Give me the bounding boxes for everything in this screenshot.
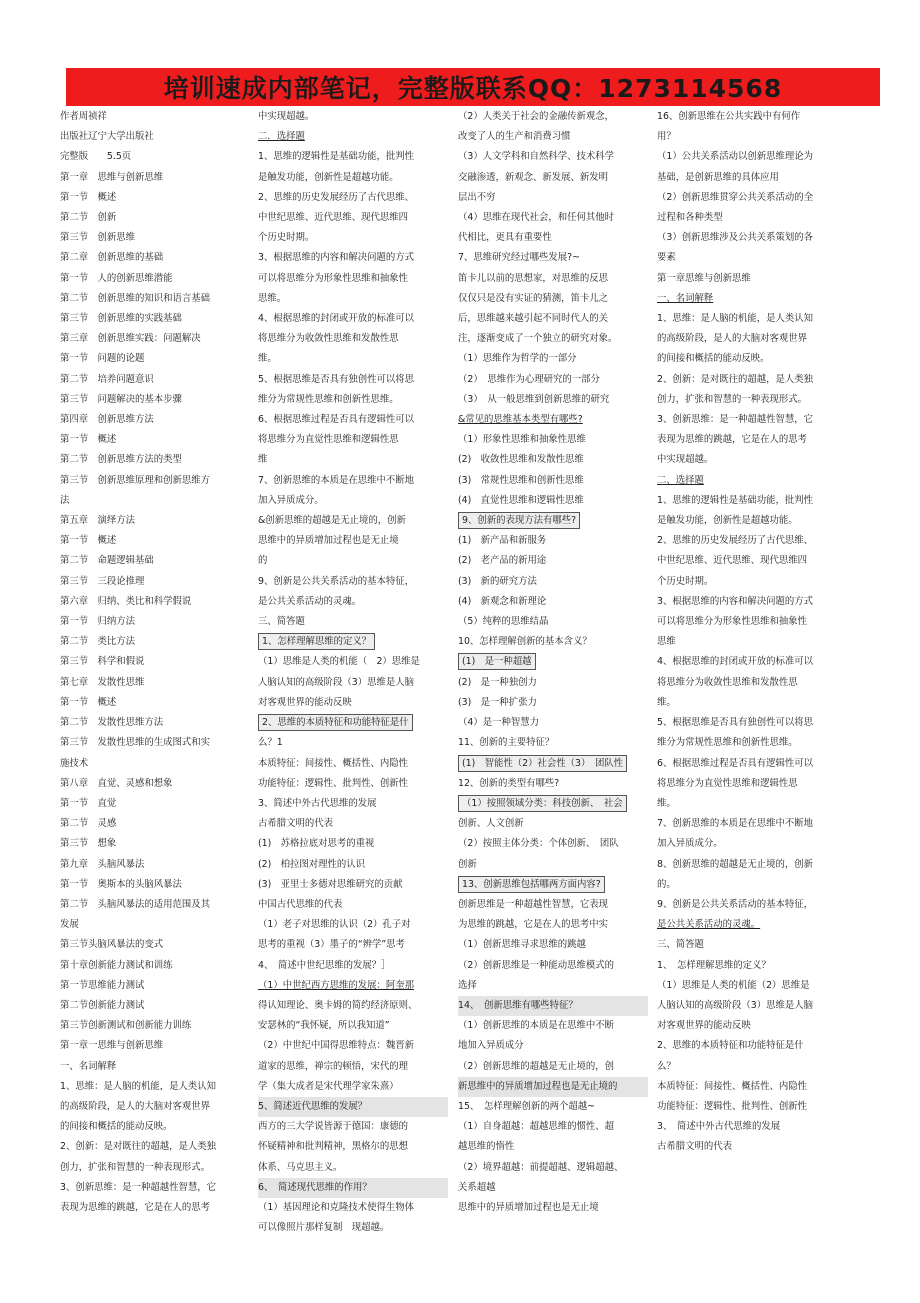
text-line: 用？ [657,131,676,143]
text-line: 仅仅只是没有实证的猜测，笛卡儿之 [458,292,609,304]
text-line: 13、创新思维包括哪两方面内容? [458,875,648,895]
text-line: 1、思维的逻辑性是基础功能，批判性 [657,494,813,506]
text-line: (2) 收敛性思维和发散性思维 [458,454,584,466]
text-line: 第一节 概述 [60,696,117,708]
text-line: 中国古代思维的代表 [258,898,343,910]
text-line: 10、怎样理解创新的基本含义？ [458,636,592,648]
text-line: 1、思维：是人脑的机能，是人类认知 [657,313,813,325]
text-line: 交融渗透，新观念、新发展、新发明 [458,171,609,183]
text-line: 第八章 直觉、灵感和想象 [60,777,173,789]
text-line: 2、思维的历史发展经历了古代思维、 [657,535,813,547]
text-line: 加入异质成分。 [258,494,324,506]
text-line: 第二节 创新思维方法的类型 [60,454,182,466]
text-line: 个历史时期。 [258,232,315,244]
text-line: 的。 [657,878,676,890]
text-line: 第一节 奥斯本的头脑风暴法 [60,878,182,890]
text-line: 关系超越 [458,1181,496,1193]
text-line: （4）是一种智慧力 [458,717,539,729]
text-line: 第三节 科学和假说 [60,656,145,668]
text-line: 第三节创新测试和创新能力训练 [60,1020,192,1032]
text-line: 创新、人文创新 [458,818,524,830]
text-line: 第一节思维能力测试 [60,979,145,991]
text-line: 第一节 人的创新思维潜能 [60,272,173,284]
text-line: 发展 [60,919,79,931]
text-line: (3) 亚里士多德对思维研究的贡献 [258,878,403,890]
text-line: 将思维分为收敛性思维和发散性思 [657,676,798,688]
text-line: 第二节 发散性思维方法 [60,717,164,729]
text-line: 第三节 创新思维原理和创新思维方 [60,474,211,486]
text-line: 第三节 问题解决的基本步骤 [60,393,182,405]
text-line: 11、创新的主要特征？ [458,737,555,749]
text-line: 第三章 创新思维实践：问题解决 [60,333,201,345]
text-line: 6、根据思维过程是否具有逻辑性可以 [657,757,813,769]
text-line: 注，逐渐变成了一个独立的研究对象。 [458,333,618,345]
text-line: 第一节 概述 [60,434,117,446]
text-line: 维 [258,454,268,466]
text-line: 第一章 思维与创新思维 [60,171,164,183]
text-line: 一、名词解释 [657,292,714,304]
text-line: 2、思维的本质特征和功能特征是什 [657,1040,804,1052]
text-line: 代相比，更具有重要性 [458,232,552,244]
text-line: （2）人类关于社会的金融传新观念， [458,111,614,122]
text-line: 第三节头脑风暴法的变式 [60,939,164,951]
text-line: 三、简答题 [258,616,305,628]
text-line: 第二节 灵感 [60,818,117,830]
text-line: 创新思维是一种超越性智慧，它表现 [458,898,609,910]
text-line: 西方的三大学说皆源于德国：康德的 [258,1121,409,1133]
text-line: 中实现超越。 [258,111,315,122]
text-line: 的间接和概括的能动反映。 [60,1121,173,1133]
text-line: 6、 简述现代思维的作用？ [258,1178,448,1198]
text-line: 第二节 头脑风暴法的适用范围及其 [60,898,211,910]
text-line: 越思维的惰性 [458,1141,515,1153]
text-line: 第三节 发散性思维的生成图式和实 [60,737,211,749]
text-line: 第二章 创新思维的基础 [60,252,164,264]
text-line: 的高级阶段，是人的大脑对客观世界 [657,333,808,345]
text-line: 第五章 演绎方法 [60,515,136,527]
promo-banner [66,68,880,106]
text-line: 人脑认知的高级阶段（3）思维是人脑 [258,676,414,688]
text-line: 一、名词解释 [60,1060,117,1072]
text-line: 古希腊文明的代表 [258,818,334,830]
text-line: 第一节 直觉 [60,797,117,809]
text-line: 3、创新思维：是一种超越性智慧，它 [657,414,813,426]
text-line: 可以像照片那样复制 现超越。 [258,1222,390,1234]
text-line: 2、思维的历史发展经历了古代思维、 [258,191,414,203]
text-line: （1）形象性思维和抽象性思维 [458,434,586,446]
text-line: 2、创新：是对既往的超越，是人类独 [60,1141,216,1153]
text-line: 第四章 创新思维方法 [60,414,154,426]
text-line: （2）按照主体分类：个体创新、 团队 [458,838,619,850]
text-line: (1) 新产品和新服务 [458,535,547,547]
banner-text: 培训速成内部笔记，完整版联系QQ：1273114568 [163,74,783,103]
column-4 [657,107,857,1158]
text-line: 4、根据思维的封闭或开放的标准可以 [657,656,813,668]
text-line: 1、思维：是人脑的机能，是人类认知 [60,1080,216,1092]
text-line: 4、根据思维的封闭或开放的标准可以 [258,313,414,325]
text-line: 思维中的异质增加过程也是无止境 [458,1201,599,1213]
text-line: 体系、马克思主义。 [258,1161,343,1173]
text-line: 中世纪思维、近代思维、现代思维四 [258,212,409,224]
text-line: 维分为常规性思维和创新性思维。 [657,737,798,749]
text-line: （4）思维在现代社会，和任何其他时 [458,212,614,224]
text-line: （1）中世纪西方思维的发展：阿奎那 [258,979,414,991]
text-line: 创新 [458,858,477,870]
text-line: 7、创新思维的本质是在思维中不断地 [657,818,813,830]
text-line: (2) 是一种独创力 [458,676,537,688]
text-line: 3、根据思维的内容和解决问题的方式 [657,595,813,607]
text-line: 的高级阶段，是人的大脑对客观世界 [60,1100,211,1112]
text-line: 表现为思维的跳越，它是在人的思考 [60,1201,211,1213]
text-line: 3、 简述中外古代思维的发展 [657,1121,781,1133]
text-line: 维。 [657,797,676,809]
text-line: 第二节创新能力测试 [60,999,145,1011]
column-1 [60,107,248,1218]
text-line: 8、创新思维的超越是无止境的，创新 [657,858,813,870]
text-line: 将思维分为直觉性思维和逻辑性思 [657,777,798,789]
text-line: (3) 是一种扩张力 [458,696,537,708]
text-line: 是触发功能，创新性是超越功能。 [657,515,798,527]
text-line: 思维中的异质增加过程也是无止境 [258,535,399,547]
text-line: 4、 简述中世纪思维的发展？］ [258,959,391,971]
text-line: 思维 [657,636,676,648]
text-line: 本质特征：间接性、概括性、内隐性 [657,1080,808,1092]
text-line: 基础，是创新思维的具体应用 [657,171,779,183]
text-line: 9、创新是公共关系活动的基本特征， [657,898,813,910]
text-line: 个历史时期。 [657,575,714,587]
text-line: 得认知理论、奥卡姆的简约经济原则、 [258,999,418,1011]
text-line: 5、根据思维是否具有独创性可以将思 [258,373,414,385]
text-line: 层出不穷 [458,191,496,203]
text-line: 1、怎样理解思维的定义？ [258,632,448,652]
text-line: 学（集大成者是宋代理学家朱熹） [258,1080,399,1092]
text-line: 维分为常规性思维和创新性思维。 [258,393,399,405]
text-line: 施技术 [60,757,89,769]
text-line: 思维。 [258,292,287,304]
text-line: 2、思维的本质特征和功能特征是什 [258,713,448,733]
text-line: （3）创新思维涉及公共关系策划的各 [657,232,813,244]
text-line: （2）创新思维是一种能动思维模式的 [458,959,614,971]
column-2 [258,107,448,1238]
text-line: 笛卡儿以前的思想家，对思维的反思 [458,272,609,284]
text-line: 第十章创新能力测试和训练 [60,959,173,971]
text-line: 第六章 归纳、类比和科学假说 [60,595,192,607]
text-line: 第二节 命题逻辑基础 [60,555,154,567]
text-line: (3) 新的研究方法 [458,575,537,587]
text-line: 完整版 5.5页 [60,151,132,163]
text-line: 功能特征：逻辑性、批判性、创新性 [657,1100,808,1112]
text-line: 创力，扩张和智慧的一种表现形式。 [657,393,808,405]
text-line: 维。 [657,696,676,708]
text-line: 第七章 发散性思维 [60,676,145,688]
text-line: （1）创新思维寻求思维的跳越 [458,939,586,951]
text-line: （1）公共关系活动以创新思维理论为 [657,151,813,163]
text-line: (1) 是一种超越 [458,652,648,672]
text-line: 后，思维越来越引起不同时代人的关 [458,313,609,325]
text-line: 第三节 创新思维 [60,232,136,244]
text-line: 思考的重视（3）墨子的“辨学”思考 [258,939,405,951]
text-line: (1) 智能性（2）社会性（3） 团队性 [458,754,648,774]
text-line: 人脑认知的高级阶段（3）思维是人脑 [657,999,813,1011]
text-line: （1）自身超越：超越思维的惯性、超 [458,1121,614,1133]
text-line: 第九章 头脑风暴法 [60,858,145,870]
text-line: 功能特征：逻辑性、批判性、创新性 [258,777,409,789]
text-line: 要素 [657,252,676,264]
text-line: 出版社辽宁大学出版社 [60,131,154,143]
text-line: 选择 [458,979,477,991]
text-line: （2）创新思维的超越是无止境的，创 [458,1060,614,1072]
text-line: 么？1 [258,737,283,749]
text-line: 3、简述中外古代思维的发展 [258,797,377,809]
text-line: 法 [60,494,70,506]
text-line: 地加入异质成分 [458,1040,524,1052]
text-line: 二、选择题 [657,474,704,486]
text-line: 改变了人的生产和消费习惯 [458,131,571,143]
text-line: 对客观世界的能动反映 [258,696,352,708]
text-line: 14、 创新思维有哪些特征？ [458,996,648,1016]
text-line: 表现为思维的跳越，它是在人的思考 [657,434,808,446]
text-line: 二．选择题 [258,131,305,143]
text-line: 本质特征：间接性、概括性、内隐性 [258,757,409,769]
text-line: 1、 怎样理解思维的定义？ [657,959,771,971]
text-line: 第三节 三段论推理 [60,575,145,587]
text-line: 维。 [258,353,277,365]
text-line: 9、创新是公共关系活动的基本特征， [258,575,414,587]
text-line: 6、根据思维过程是否具有逻辑性可以 [258,414,414,426]
text-line: 7、创新思维的本质是在思维中不断地 [258,474,414,486]
text-line: 作者周祯祥 [60,111,107,122]
text-line: (2) 老产品的新用途 [458,555,547,567]
text-line: 古希腊文明的代表 [657,1141,733,1153]
text-line: （3）人文学科和自然科学、技术科学 [458,151,614,163]
text-line: 7、思维研究经过哪些发展?~ [458,252,580,264]
text-line: 1、思维的逻辑性是基础功能，批判性 [258,151,414,163]
text-line: 第二节 创新思维的知识和语言基础 [60,292,211,304]
text-line: 对客观世界的能动反映 [657,1020,751,1032]
text-line: 安瑟林的“我怀疑，所以我知道” [258,1020,390,1032]
text-line: 第三节 想象 [60,838,117,850]
text-line: 5、简述近代思维的发展？ [258,1097,448,1117]
text-line: （1）按照领域分类：科技创新、 社会 [458,794,648,814]
text-line: 道家的思维，禅宗的顿悟，宋代的理 [258,1060,409,1072]
text-line: （3） 从一般思维到创新思维的研究 [458,393,610,405]
text-line: 第一章一思维与创新思维 [60,1040,164,1052]
text-line: 第一节 概述 [60,191,117,203]
text-line: （1）思维是人类的机能（2）思维是 [657,979,810,991]
text-line: （1）思维是人类的机能（ 2）思维是 [258,656,420,668]
text-line: 创力，扩张和智慧的一种表现形式。 [60,1161,211,1173]
text-line: &常见的思维基本类型有哪些? [458,414,583,426]
text-line: 怀疑精神和批判精神，黑格尔的思想 [258,1141,409,1153]
text-line: 将思维分为直觉性思维和逻辑性思 [258,434,399,446]
text-line: 可以将思维分为形象性思维和抽象性 [657,616,808,628]
text-line: 中世纪思维、近代思维、现代思维四 [657,555,808,567]
text-line: (3) 常规性思维和创新性思维 [458,474,584,486]
text-line: （5）纯粹的思维结晶 [458,616,549,628]
text-line: 9、创新的表现方法有哪些? [458,511,648,531]
text-line: （1）创新思维的本质是在思维中不断 [458,1020,614,1032]
text-line: 三、简答题 [657,939,704,951]
text-line: 16、创新思维在公共实践中有何作 [657,111,801,122]
text-line: 是公共关系活动的灵魂。 [657,919,761,931]
text-line: 第二节 类比方法 [60,636,136,648]
text-line: 3、根据思维的内容和解决问题的方式 [258,252,414,264]
text-line: 12、创新的类型有哪些? [458,777,560,789]
text-line: 第一节 归纳方法 [60,616,136,628]
text-line: 是公共关系活动的灵魂。 [258,595,362,607]
text-line: (1) 苏格拉底对思考的重视 [258,838,375,850]
text-line: 的间接和概括的能动反映。 [657,353,770,365]
text-line: （2）创新思维贯穿公共关系活动的全 [657,191,813,203]
text-line: 么？ [657,1060,676,1072]
text-line: 可以将思维分为形象性思维和抽象性 [258,272,409,284]
text-line: (4) 新观念和新理论 [458,595,547,607]
text-line: （2）中世纪中国得思维特点：魏晋新 [258,1040,414,1052]
text-line: 新思维中的异质增加过程也是无止境的 [458,1077,648,1097]
text-line: 为思维的跳越，它是在人的思考中实 [458,919,609,931]
text-line: （2）境界超越：前提超越、逻辑超越、 [458,1161,624,1173]
text-line: （1）思维作为哲学的一部分 [458,353,577,365]
text-line: 过程和各种类型 [657,212,723,224]
text-line: （1）基因理论和克隆技术使得生物体 [258,1201,414,1213]
text-line: 5、根据思维是否具有独创性可以将思 [657,717,813,729]
text-line: &创新思维的超越是无止境的，创新 [258,515,406,527]
column-3 [458,107,648,1218]
text-line: 中实现超越。 [657,454,714,466]
text-line: 第一章思维与创新思维 [657,272,751,284]
text-line: 第二节 创新 [60,212,117,224]
text-line: (2) 柏拉图对理性的认识 [258,858,366,870]
text-line: 的 [258,555,268,567]
text-line: 第一节 概述 [60,535,117,547]
text-line: （1）老子对思维的认识（2）孔子对 [258,919,411,931]
text-line: （2） 思维作为心理研究的一部分 [458,373,600,385]
text-line: 将思维分为收敛性思维和发散性思 [258,333,399,345]
text-line: 加入异质成分。 [657,838,723,850]
text-line: 15、 怎样理解创新的两个超越~ [458,1100,595,1112]
text-line: 第三节 创新思维的实践基础 [60,313,182,325]
text-line: 第二节 培养问题意识 [60,373,154,385]
text-line: 第一节 问题的论题 [60,353,145,365]
text-line: (4) 直觉性思维和逻辑性思维 [458,494,584,506]
text-line: 2、创新：是对既往的超越，是人类独 [657,373,813,385]
text-line: 是触发功能，创新性是超越功能。 [258,171,399,183]
text-line: 3、创新思维：是一种超越性智慧，它 [60,1181,216,1193]
